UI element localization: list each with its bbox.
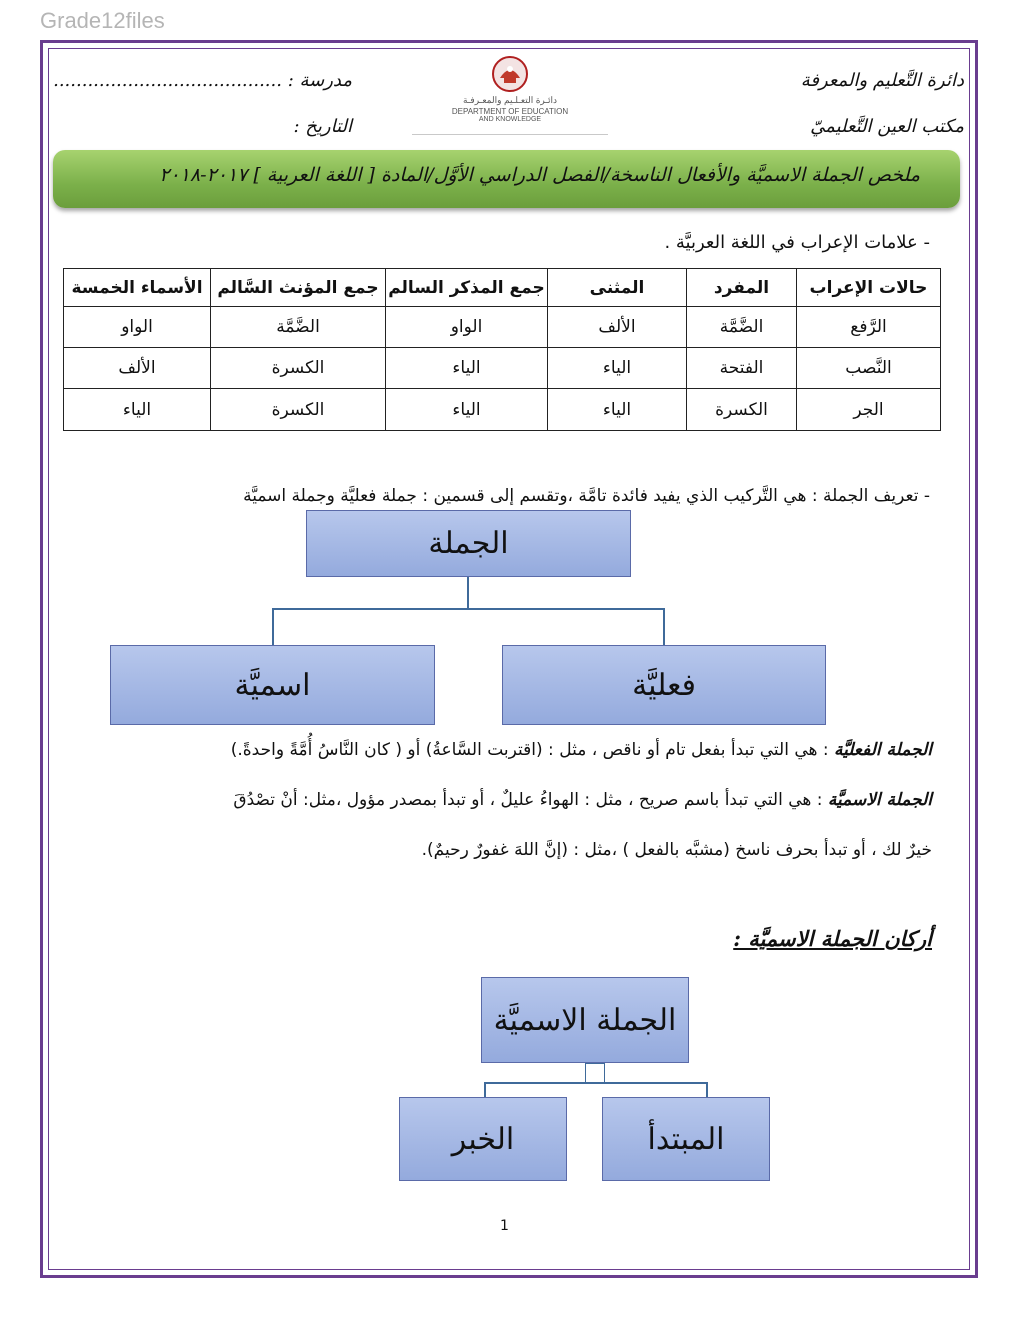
office-name: مكتب العين التَّعليميّ	[810, 116, 964, 137]
table-cell: الفتحة	[687, 348, 797, 389]
logo-english-text-2: AND KNOWLEDGE	[478, 116, 542, 123]
connector-line	[585, 1063, 605, 1083]
table-cell: الواو	[386, 307, 548, 348]
connector-line	[467, 577, 469, 609]
logo-arabic-text: دائـرة التعـلـيم والمعـرفـة	[462, 95, 558, 105]
department-name: دائرة التَّعليم والمعرفة	[800, 70, 964, 91]
section-heading-marks: - علامات الإعراب في اللغة العربيَّة .	[664, 232, 930, 253]
verbal-sentence-paragraph	[231, 740, 932, 760]
table-row	[64, 389, 941, 431]
nominal-sentence-text: : هي التي تبدأ باسم صريح ، مثل : الهواءُ عليلٌ ، أو تبدأ بمصدر مؤول ،مثل: أنْ تصْدُقَ	[233, 790, 828, 810]
diagram-subject-label: المبتدأ	[647, 1121, 725, 1157]
table-cell: الياء	[64, 389, 211, 431]
table-cell: الياء	[548, 348, 687, 389]
connector-line	[272, 608, 665, 610]
table-header-row	[64, 269, 941, 307]
banner-title: ملخص الجملة الاسميَّة والأفعال الناسخة/الفصل الدراسي الأوَّل/المادة [ اللغة العربية ] ٢٠١٧-٢٠١٨	[159, 164, 920, 186]
table-cell: الواو	[64, 307, 211, 348]
school-field: مدرسة : ........................................	[53, 70, 352, 91]
table-row	[64, 307, 941, 348]
education-logo	[412, 52, 608, 135]
table-row	[64, 348, 941, 389]
pillars-heading: أركان الجملة الاسميَّة :	[733, 926, 932, 951]
page-number: 1	[500, 1218, 509, 1234]
diagram-predicate-box	[399, 1097, 567, 1181]
diagram-nominal-box	[110, 645, 435, 725]
table-header: جمع المذكر السالم	[386, 269, 548, 307]
nominal-sentence-continued: خيرٌ لك ، أو تبدأ بحرف ناسخ (مشبَّه بالفعل ) ،مثل : (إنَّ اللهَ غفورٌ رحيمٌ).	[421, 840, 932, 860]
table-cell: الضَّمَّة	[211, 307, 386, 348]
diagram-nominal-root-label: الجملة الاسميَّة	[493, 1002, 677, 1038]
diagram-root-sentence	[306, 510, 631, 577]
table-header: المثنى	[548, 269, 687, 307]
diagram-predicate-label: الخبر	[451, 1121, 515, 1157]
date-field: التاريخ :	[293, 116, 352, 137]
verbal-sentence-term: الجملة الفعليَّة	[834, 740, 932, 760]
table-header: الأسماء الخمسة	[64, 269, 211, 307]
diagram-nominal-root	[481, 977, 689, 1063]
diagram-subject-box	[602, 1097, 770, 1181]
diagram-root-label: الجملة	[428, 526, 509, 561]
diagram-verbal-label: فعليَّة	[632, 667, 696, 703]
diagram-nominal-label: اسميَّة	[234, 667, 311, 703]
table-header: المفرد	[687, 269, 797, 307]
diagram-verbal-box	[502, 645, 826, 725]
sentence-definition: - تعريف الجملة : هي التَّركيب الذي يفيد فائدة تامَّة ،وتقسم إلى قسمين : جملة فعليَّة وجملة اسميَّة	[243, 486, 930, 506]
table-cell: الكسرة	[211, 348, 386, 389]
table-cell: الألف	[548, 307, 687, 348]
table-cell: الكسرة	[687, 389, 797, 431]
table-cell: الضَّمَّة	[687, 307, 797, 348]
table-cell: الياء	[386, 348, 548, 389]
table-cell: النَّصب	[797, 348, 941, 389]
nominal-sentence-paragraph	[233, 790, 932, 810]
site-watermark: Grade12files	[40, 8, 165, 33]
table-cell: الياء	[386, 389, 548, 431]
table-header: جمع المؤنث السَّالم	[211, 269, 386, 307]
table-cell: الياء	[548, 389, 687, 431]
connector-line	[663, 608, 665, 646]
connector-line	[484, 1082, 708, 1084]
table-cell: الرَّفع	[797, 307, 941, 348]
connector-line	[484, 1082, 486, 1098]
connector-line	[706, 1082, 708, 1098]
title-banner	[53, 150, 960, 208]
connector-line	[272, 608, 274, 646]
table-cell: الألف	[64, 348, 211, 389]
table-cell: الكسرة	[211, 389, 386, 431]
nominal-sentence-term: الجملة الاسميَّة	[827, 790, 932, 810]
logo-english-text: DEPARTMENT OF EDUCATION	[451, 107, 569, 116]
inflection-marks-table	[63, 268, 941, 431]
table-cell: الجر	[797, 389, 941, 431]
verbal-sentence-text: : هي التي تبدأ بفعل تام أو ناقص ، مثل : (اقتربت السَّاعةُ) أو ( كان النَّاسُ أُمَّةً واحدةً.)	[230, 740, 835, 760]
table-header: حالات الإعراب	[797, 269, 941, 307]
emblem-icon	[490, 54, 530, 94]
